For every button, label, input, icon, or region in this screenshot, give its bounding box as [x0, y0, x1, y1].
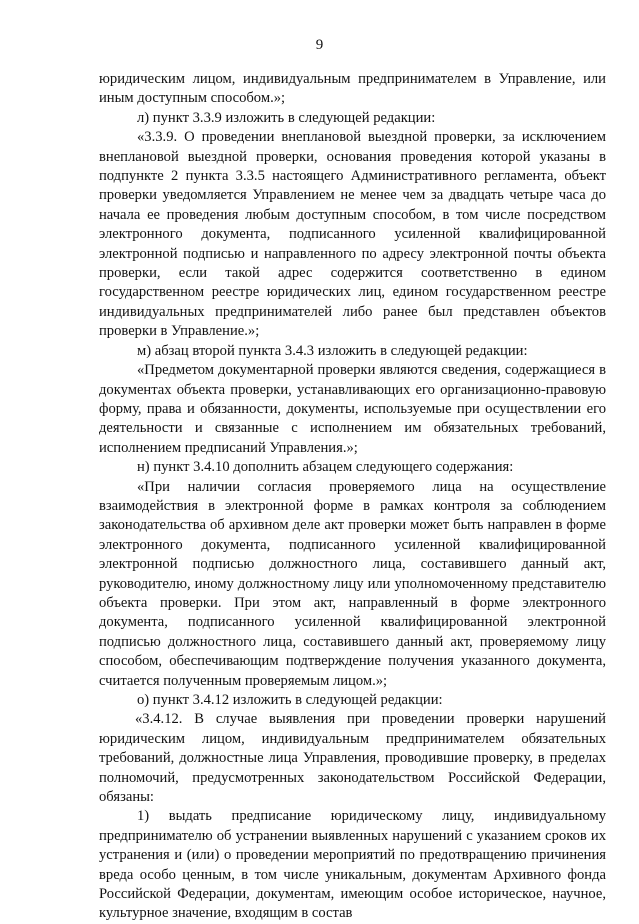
paragraph-quote-consent: «При наличии согласия проверяемого лица на осуществление взаимодействия в электронной форме в рамках контроля за соблюдением законодательства об архивном деле акт проверки может быть направлен в форме электронного документа, подписанного усиленной квалифицированной электронной подписью должностного лица, составившего данный акт, руководителю, иному должностному лицу или уполномоченному представителю объекта проверки. При этом акт, направленный в форме электронного документа, подписанного усиленной квалифицированной электронной подписью должностного лица, составившего данный акт, проверяемому лицу способом, обеспечивающим подтверждение получения указанного документа, считается полученным проверяемым лицом.»; — [99, 478, 606, 689]
paragraph-item-m: м) абзац второй пункта 3.4.3 изложить в следующей редакции: — [137, 342, 528, 359]
paragraph-continuation: юридическим лицом, индивидуальным предпринимателем в Управление, или иным доступным способом.»; — [99, 71, 606, 107]
paragraph-quote-3-3-9: «3.3.9. О проведении внеплановой выездной проверки, за исключением внеплановой выездной проверки, основания проведения которой указаны в подпункте 2 пункта 3.3.5 настоящего Административного регламента, объект проверки уведомляется Управлением не менее чем за двадцать четыре часа до начала ее проведения любым доступным способом, в том числе посредством электронного документа, подписанного усиленной квалифицированной электронной подписью и направленного по адресу электронной почты объекта проверки, если такой адрес содержится соответственно в едином государственном реестре юридических лиц, едином государственном реестре индивидуальных предпринимателей либо ранее был представлен объектов проверки в Управление.»; — [99, 129, 606, 340]
paragraph-item-l: л) пункт 3.3.9 изложить в следующей редакции: — [137, 109, 436, 126]
paragraph-subitem-1: 1) выдать предписание юридическому лицу, индивидуальному предпринимателю об устранении выявленных нарушений с указанием сроков их устранения и (или) о проведении мероприятий по предотвращению причинения вреда особо ценным, в том числе уникальным, документам Архивного фонда Российской Федерации, документам, имеющим особое историческое, научное, культурное значение, входящим в состав — [99, 808, 606, 922]
page-number: 9 — [315, 37, 324, 53]
paragraph-quote-3-4-12: «3.4.12. В случае выявления при проведении проверки нарушений юридическим лицом, индивидуальным предпринимателем обязательных требований, должностные лица Управления, проводившие проверку, в пределах полномочий, предусмотренных законодательством Российской Федерации, обязаны: — [99, 711, 606, 806]
paragraph-quote-subject: «Предметом документарной проверки являются сведения, содержащиеся в документах объекта проверки, устанавливающих его организационно-правовую форму, права и обязанности, документы, используемые при осуществлении его деятельности и связанные с исполнением им обязательных требований, исполнением предписаний Управления.»; — [99, 362, 606, 456]
paragraph-item-o: о) пункт 3.4.12 изложить в следующей редакции: — [137, 692, 443, 708]
document-body — [99, 70, 606, 924]
paragraph-item-n: н) пункт 3.4.10 дополнить абзацем следующего содержания: — [137, 459, 514, 476]
